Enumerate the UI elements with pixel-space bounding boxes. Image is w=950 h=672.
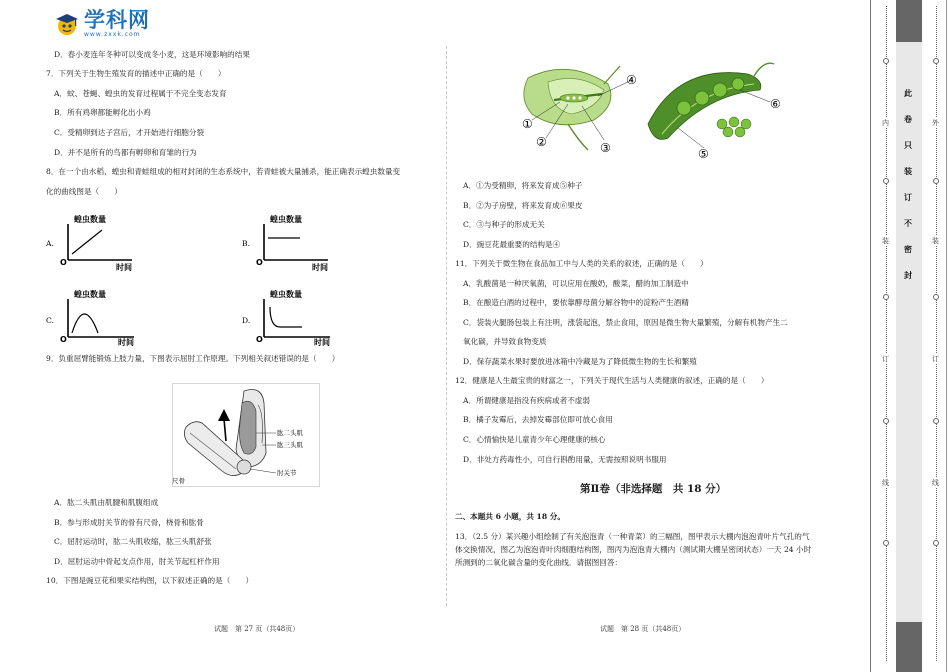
marker-2: ②: [536, 135, 547, 149]
seal-char-7: 密: [904, 245, 912, 254]
part-two-heading: 二、本题共 6 小题，共 18 分。: [455, 512, 565, 521]
marker-3: ③: [600, 141, 611, 155]
outer-label-1: 外: [932, 119, 939, 127]
q12-option-a: A．所谓健康是指没有疾病或者不虚弱: [463, 396, 590, 405]
q12-stem: 12．健康是人生最宝贵的财富之一，下列关于现代生活与人类健康的叙述，正确的是（ ）: [455, 376, 769, 385]
punch-hole: [933, 178, 939, 184]
q8-graph-b-option: B.: [242, 239, 250, 248]
outer-label-2: 装: [932, 237, 939, 245]
binding-border: [870, 0, 871, 672]
seal-char-1: 此: [904, 89, 912, 98]
q8-graph-a-origin: O: [60, 258, 67, 267]
q11-option-c-line2: 氧化碳，并导致食物变质: [463, 337, 547, 346]
q7-option-d: D．并不是所有的鸟都有孵卵和育雏的行为: [54, 148, 197, 157]
marker-1: ①: [522, 117, 533, 131]
label-elbow-joint: 肘关节: [277, 469, 297, 477]
punch-hole: [933, 294, 939, 300]
q9-option-c: C．屈肘运动时，肱二头肌收缩，肱三头肌舒张: [54, 537, 212, 546]
q8-graph-c-curve: [72, 314, 98, 333]
marker-4: ④: [626, 73, 637, 87]
q10-option-a: A．①为受精卵，将来发育成⑤种子: [463, 181, 583, 190]
q8-graph-b-ylabel: 蝗虫数量: [270, 215, 302, 224]
q13-stem-line2: 体交换情况，图乙为泡泡青叶肉细胞结构图，图丙为泡泡青大棚内（测试期大棚呈密闭状态）一天 24 小时: [455, 545, 812, 554]
q9-option-a: A．肱二头肌由肌腱和肌腹组成: [54, 498, 159, 507]
q9-stem: 9．负重屈臂能锻炼上肢力量，下图表示屈肘工作原理。下列相关叙述错误的是（ ）: [46, 354, 340, 363]
q8-stem-line1: 8．在一个由水稻、蝗虫和青蛙组成的相对封闭的生态系统中，若青蛙被大量捕杀，能正确表示蝗虫数量变: [46, 167, 401, 176]
q8-graph-a: [44, 212, 164, 274]
marker-5: ⑤: [698, 147, 709, 160]
q8-graph-c-ylabel: 蝗虫数量: [74, 290, 106, 299]
q8-graph-c-origin: O: [60, 335, 67, 344]
q8-graph-c: [44, 287, 164, 349]
q8-graph-d-origin: O: [256, 335, 263, 344]
punch-hole: [883, 540, 889, 546]
logo-url: www.zxxk.com: [84, 31, 141, 38]
binding-strip: [896, 0, 922, 672]
q8-stem-line2: 化的曲线图是（ ）: [46, 187, 122, 196]
q7-option-c: C．受精卵到达子宫后，才开始进行细胞分裂: [54, 128, 205, 137]
inner-seal-line: [886, 6, 887, 661]
seal-char-4: 装: [904, 167, 912, 176]
outer-label-4: 线: [932, 479, 939, 487]
q9-option-b: B．参与形成肘关节的骨有尺骨，桡骨和肱骨: [54, 518, 204, 527]
column-divider: [446, 46, 447, 606]
binding-strip-bottom: [896, 622, 922, 672]
q12-option-c: C．心情愉快是儿童青少年心理健康的核心: [463, 435, 606, 444]
q11-option-d: D．保存蔬菜水果时要放进冰箱中冷藏是为了降低微生物的生长和繁殖: [463, 357, 697, 366]
outer-seal-line: [936, 6, 937, 661]
punch-hole: [883, 58, 889, 64]
punch-hole: [933, 418, 939, 424]
binding-strip-top: [896, 0, 922, 42]
seal-char-8: 封: [904, 271, 912, 280]
q6-option-d: D．春小麦连年冬种可以变成冬小麦，这是环境影响的结果: [54, 50, 250, 59]
seal-char-6: 不: [904, 219, 912, 228]
q8-graph-b-origin: O: [256, 258, 263, 267]
q13-stem-line1: 13．（2.5 分）某兴趣小组绘制了有关泡泡青（一种青菜）的三幅图，图甲表示大棚内泡泡青叶片气孔的气: [455, 532, 810, 541]
q11-option-a: A．乳酸菌是一种厌氧菌，可以应用在酸奶，酸菜，醋的加工制造中: [463, 279, 689, 288]
punch-hole: [883, 294, 889, 300]
q8-graph-d-ylabel: 蝗虫数量: [270, 290, 302, 299]
q8-graph-c-xlabel: 时间: [118, 338, 134, 347]
q13-stem-line3: 所测到的二氧化碳含量的变化曲线．请据图回答：: [455, 558, 623, 567]
page-edge: [946, 0, 947, 672]
q8-graph-d-curve: [270, 307, 302, 327]
outer-label-3: 订: [932, 355, 939, 363]
q10-option-d: D．豌豆花最重要的结构是④: [463, 240, 561, 249]
punch-hole: [933, 540, 939, 546]
q8-graph-a-xlabel: 时间: [116, 263, 132, 272]
q8-graph-c-option: C.: [46, 316, 54, 325]
q10-stem: 10．下图是豌豆花和果实结构图，以下叙述正确的是（ ）: [46, 576, 254, 585]
q8-graph-b: [240, 212, 360, 274]
elbow-joint-shape: [237, 460, 251, 474]
punch-hole: [933, 58, 939, 64]
biceps-shape: [240, 401, 257, 454]
seal-char-3: 只: [904, 141, 912, 150]
marker-6: ⑥: [770, 97, 781, 111]
graduation-cap-icon: [54, 11, 80, 37]
label-ulna: 尺骨: [172, 477, 185, 485]
q9-option-d: D．屈肘运动中骨起支点作用，肘关节起杠杆作用: [54, 557, 220, 566]
inner-label-2: 装: [882, 237, 889, 245]
q11-option-c-line1: C．袋装火腿肠包装上有注明，涨袋起泡，禁止食用，原因是微生物大量繁殖，分解有机物产生二: [463, 318, 788, 327]
site-logo: [54, 9, 150, 39]
q11-option-b: B．在酿造白酒的过程中，要依靠酵母菌分解谷物中的淀粉产生酒精: [463, 298, 689, 307]
punch-hole: [883, 178, 889, 184]
q10-option-b: B．②为子房壁，将来发育成⑥果皮: [463, 201, 583, 210]
label-biceps: 肱二头肌: [277, 429, 303, 437]
q11-stem: 11．下列关于微生物在食品加工中与人类的关系的叙述，正确的是（ ）: [455, 259, 708, 268]
seal-char-5: 订: [904, 193, 912, 202]
logo-name: 学科网: [84, 8, 150, 32]
label-triceps: 肱三头肌: [277, 441, 303, 449]
q12-option-b: B．橘子发霉后，去掉发霉部位即可放心食用: [463, 415, 613, 424]
inner-label-1: 内: [882, 119, 889, 127]
q8-graph-a-option: A.: [46, 239, 54, 248]
q9-arm-figure: [172, 383, 320, 487]
q8-graph-d-xlabel: 时间: [314, 338, 330, 347]
inner-label-3: 订: [882, 355, 889, 363]
footer-page-27: 试题 第 27 页（共48页）: [214, 625, 300, 633]
section-two-title: 第Ⅱ卷（非选择题 共 18 分）: [580, 483, 727, 495]
seal-char-2: 卷: [904, 115, 912, 124]
footer-page-28: 试题 第 28 页（共48页）: [600, 625, 686, 633]
q8-graph-a-ylabel: 蝗虫数量: [74, 215, 106, 224]
q8-graph-a-curve: [72, 230, 102, 254]
q7-stem: 7．下列关于生物生殖发育的描述中正确的是（ ）: [46, 69, 226, 78]
q8-graph-d-option: D.: [242, 316, 251, 325]
q12-option-d: D．非处方药毒性小，可自行斟酌用量，无需按照说明书服用: [463, 455, 667, 464]
q8-graph-b-xlabel: 时间: [312, 263, 328, 272]
q10-pea-figure: [508, 54, 798, 160]
punch-hole: [883, 418, 889, 424]
q7-option-a: A．蚊、苍蝇、蝗虫的发育过程属于不完全变态发育: [54, 89, 227, 98]
q10-option-c: C．③与种子的形成无关: [463, 220, 545, 229]
q7-option-b: B．所有鸡卵都能孵化出小鸡: [54, 108, 151, 117]
inner-label-4: 线: [882, 479, 889, 487]
q8-graph-d: [240, 287, 360, 349]
